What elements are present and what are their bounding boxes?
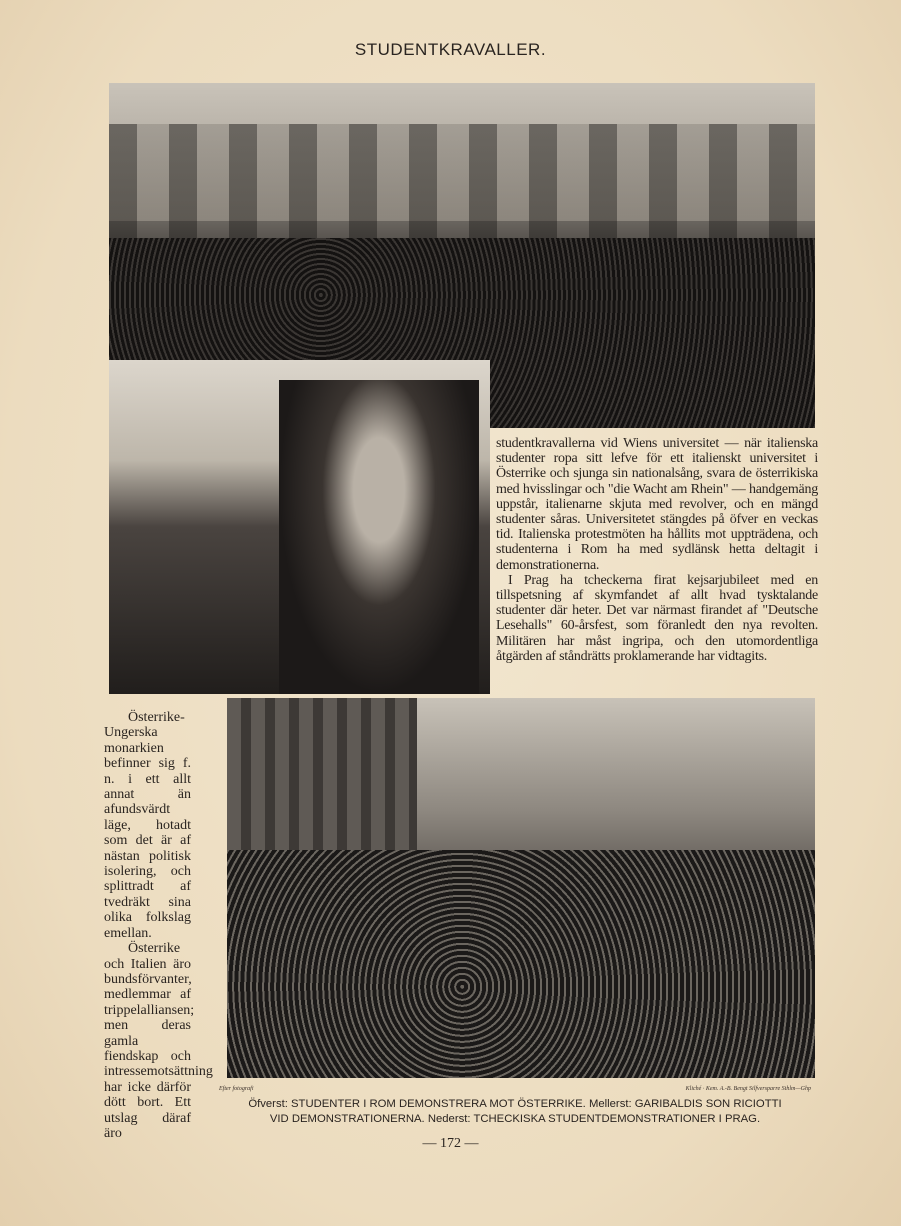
photo-credit-right: Kliché · Kem. A.-B. Bengt Silfversparre Sthlm—Ghp — [685, 1086, 811, 1092]
photo-caption — [205, 1097, 825, 1127]
photo-crowd — [227, 850, 815, 1078]
photo-bearded-man — [279, 380, 479, 694]
main-article-text — [496, 436, 818, 694]
caption-line: VID DEMONSTRATIONERNA. Nederst: TCHECKISKA STUDENTDEMONSTRATIONER I PRAG. — [269, 1113, 761, 1125]
page-number: — 172 — — [422, 1136, 479, 1151]
paragraph: Österrike-Ungerska monarkien befinner sig f. n. i ett allt annat än afundsvärdt läge, hotadt som det är af nästan politisk isolering, och splittradt af tvedräkt sina olika folkslag emellan. — [104, 710, 191, 941]
photo-prague-demonstration — [227, 698, 815, 1078]
photo-riciotti-garibaldi — [109, 360, 490, 694]
photo-credit-left: Efter fotografi — [219, 1086, 254, 1092]
photo-credits — [219, 1086, 811, 1092]
photo-trees — [109, 124, 815, 245]
page-title: STUDENTKRAVALLER. — [354, 40, 547, 59]
paragraph: studentkravallerna vid Wiens universitet — när italienska studenter ropa sitt lefve för ett italienskt universitet i Österrike och sjunga sin nationalsång, svara de österrikiska med hvisslingar och "die Wacht am Rhein" — handgemäng uppstår, italienarne skjuta med revolver, och en mängd studenter såras. Universitetet stängdes på öfver en veckas tid. Italienska protestmöten ha hållits mot uppträdena, och studenterna i Rom ha med sydlänsk hetta deltagit i demonstrationerna. — [496, 436, 818, 573]
paragraph: Österrike och Italien äro bundsförvanter, medlemmar af trippelalliansen; men deras gamla fiendskap och intressemotsättning har icke därför dött bort. Ett utslag däraf äro — [104, 941, 213, 1141]
caption-line: Öfverst: STUDENTER I ROM DEMONSTRERA MOT ÖSTERRIKE. Mellerst: GARIBALDIS SON RICIOTTI — [248, 1098, 782, 1110]
paragraph: I Prag ha tcheckerna firat kejsarjubileet med en tillspetsning af skymfandet af allt hvad tysktalande studenter där heter. Det var närmast firandet af "Deutsche Lesehalls" 60-årsfest, som föranledt den nya revolten. Militären har måst ingripa, och den utomordentliga åtgärden af ståndrätts proklamerande har vidtagits. — [496, 572, 818, 664]
left-column-text — [104, 710, 213, 1141]
